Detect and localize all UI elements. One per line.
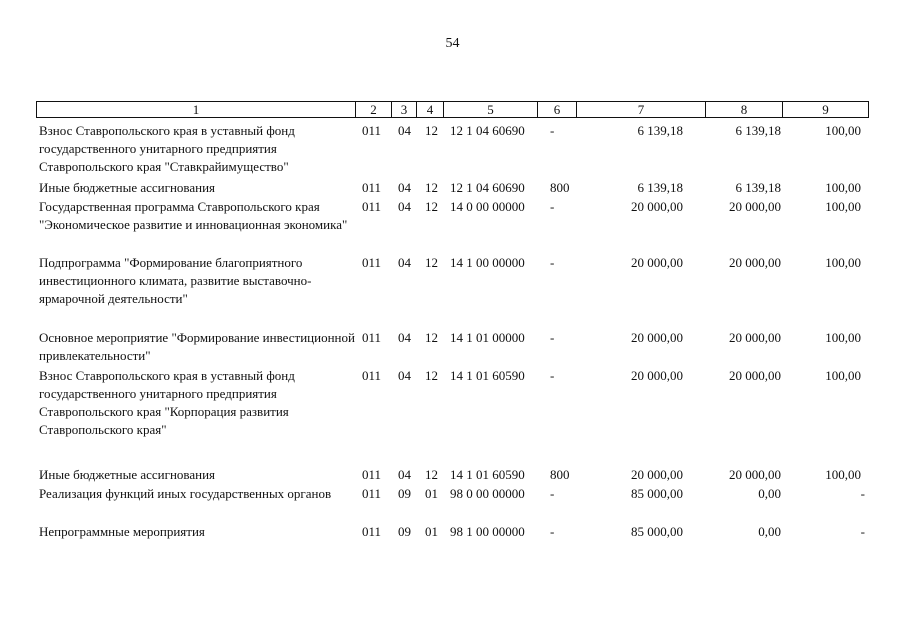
table-header: [36, 101, 869, 118]
page-number: 54: [445, 36, 460, 51]
row-col-4: 12: [425, 330, 438, 345]
row-col-2: 011: [362, 180, 382, 195]
row-col-2: 011: [362, 486, 382, 501]
row-col-3: 04: [398, 123, 411, 138]
row-col-6: -: [550, 330, 555, 345]
row-col-9: 100,00: [825, 255, 861, 270]
row-col-7: 20 000,00: [631, 255, 683, 270]
row-col-7: 20 000,00: [631, 330, 683, 345]
row-col-5: 14 1 01 00000: [450, 330, 525, 345]
row-col-8: 6 139,18: [735, 180, 781, 195]
row-name: Государственная программа Ставропольского края "Экономическое развитие и инновационная экономика": [39, 199, 348, 232]
row-col-2: 011: [362, 524, 382, 539]
row-col-3: 04: [398, 368, 411, 383]
row-col-5: 14 1 00 00000: [450, 255, 525, 270]
row-col-4: 01: [425, 524, 438, 539]
row-col-8: 0,00: [758, 524, 781, 539]
row-col-7: 6 139,18: [637, 123, 683, 138]
row-col-5: 12 1 04 60690: [450, 123, 525, 138]
row-col-7: 20 000,00: [631, 368, 683, 383]
row-col-2: 011: [362, 255, 382, 270]
row-name: Реализация функций иных государственных органов: [39, 486, 332, 501]
row-col-9: 100,00: [825, 467, 861, 482]
row-col-7: 6 139,18: [637, 180, 683, 195]
row-name: Иные бюджетные ассигнования: [39, 180, 216, 195]
row-col-2: 011: [362, 199, 382, 214]
row-col-6: 800: [550, 467, 570, 482]
row-col-9: 100,00: [825, 123, 861, 138]
header-col-5: 5: [487, 102, 494, 117]
row-col-2: 011: [362, 330, 382, 345]
row-col-2: 011: [362, 123, 382, 138]
header-col-4: 4: [426, 102, 434, 117]
row-col-4: 12: [425, 368, 438, 383]
header-col-1: 1: [192, 102, 200, 117]
row-col-6: -: [550, 123, 555, 138]
row-col-5: 14 0 00 00000: [450, 199, 525, 214]
header-col-3: 3: [400, 102, 408, 117]
row-col-5: 98 1 00 00000: [450, 524, 525, 539]
row-col-3: 04: [398, 467, 411, 482]
header-col-6: 6: [553, 102, 561, 117]
header-col-9: 9: [822, 102, 829, 117]
row-col-4: 01: [425, 486, 438, 501]
row-col-8: 20 000,00: [729, 255, 781, 270]
row-col-7: 20 000,00: [631, 467, 683, 482]
row-col-8: 20 000,00: [729, 330, 781, 345]
row-col-8: 20 000,00: [729, 467, 781, 482]
row-col-5: 14 1 01 60590: [450, 467, 525, 482]
row-col-7: 85 000,00: [631, 524, 683, 539]
row-col-7: 85 000,00: [631, 486, 683, 501]
header-col-8: 8: [740, 102, 748, 117]
row-col-4: 12: [425, 123, 438, 138]
header-col-2: 2: [370, 102, 377, 117]
row-col-4: 12: [425, 180, 438, 195]
row-col-3: 04: [398, 255, 411, 270]
row-name: Подпрограмма "Формирование благоприятного инвестиционного климата, развитие выставочно-ярмарочной деятельности": [39, 255, 312, 306]
row-col-6: 800: [550, 180, 570, 195]
row-col-8: 20 000,00: [729, 368, 781, 383]
row-name: Взнос Ставропольского края в уставный фонд государственного унитарного предприятия Ставропольского края "Корпорация развития Ставропольского края": [39, 368, 295, 437]
row-col-8: 0,00: [758, 486, 781, 501]
row-col-9: 100,00: [825, 180, 861, 195]
row-col-9: -: [860, 524, 865, 539]
row-col-3: 04: [398, 199, 411, 214]
row-name: Иные бюджетные ассигнования: [39, 467, 216, 482]
row-col-8: 20 000,00: [729, 199, 781, 214]
row-col-4: 12: [425, 467, 438, 482]
row-col-3: 04: [398, 180, 411, 195]
row-col-6: -: [550, 524, 555, 539]
row-col-5: 14 1 01 60590: [450, 368, 525, 383]
row-col-9: -: [860, 486, 865, 501]
header-col-7: 7: [637, 102, 645, 117]
row-col-5: 98 0 00 00000: [450, 486, 525, 501]
row-col-6: -: [550, 368, 555, 383]
row-col-6: -: [550, 255, 555, 270]
row-name: Взнос Ставропольского края в уставный фонд государственного унитарного предприятия Ставропольского края "Ставкрайимущество": [39, 123, 295, 174]
row-col-3: 09: [398, 486, 411, 501]
row-col-3: 09: [398, 524, 411, 539]
row-col-5: 12 1 04 60690: [450, 180, 525, 195]
row-col-2: 011: [362, 467, 382, 482]
row-col-3: 04: [398, 330, 411, 345]
row-col-9: 100,00: [825, 199, 861, 214]
row-col-2: 011: [362, 368, 382, 383]
row-col-4: 12: [425, 255, 438, 270]
row-name: Основное мероприятие "Формирование инвестиционной привлекательности": [39, 330, 355, 363]
row-col-4: 12: [425, 199, 438, 214]
row-col-7: 20 000,00: [631, 199, 683, 214]
row-col-6: -: [550, 199, 555, 214]
row-col-6: -: [550, 486, 555, 501]
row-name: Непрограммные мероприятия: [39, 524, 205, 539]
row-col-8: 6 139,18: [735, 123, 781, 138]
row-col-9: 100,00: [825, 330, 861, 345]
row-col-9: 100,00: [825, 368, 861, 383]
